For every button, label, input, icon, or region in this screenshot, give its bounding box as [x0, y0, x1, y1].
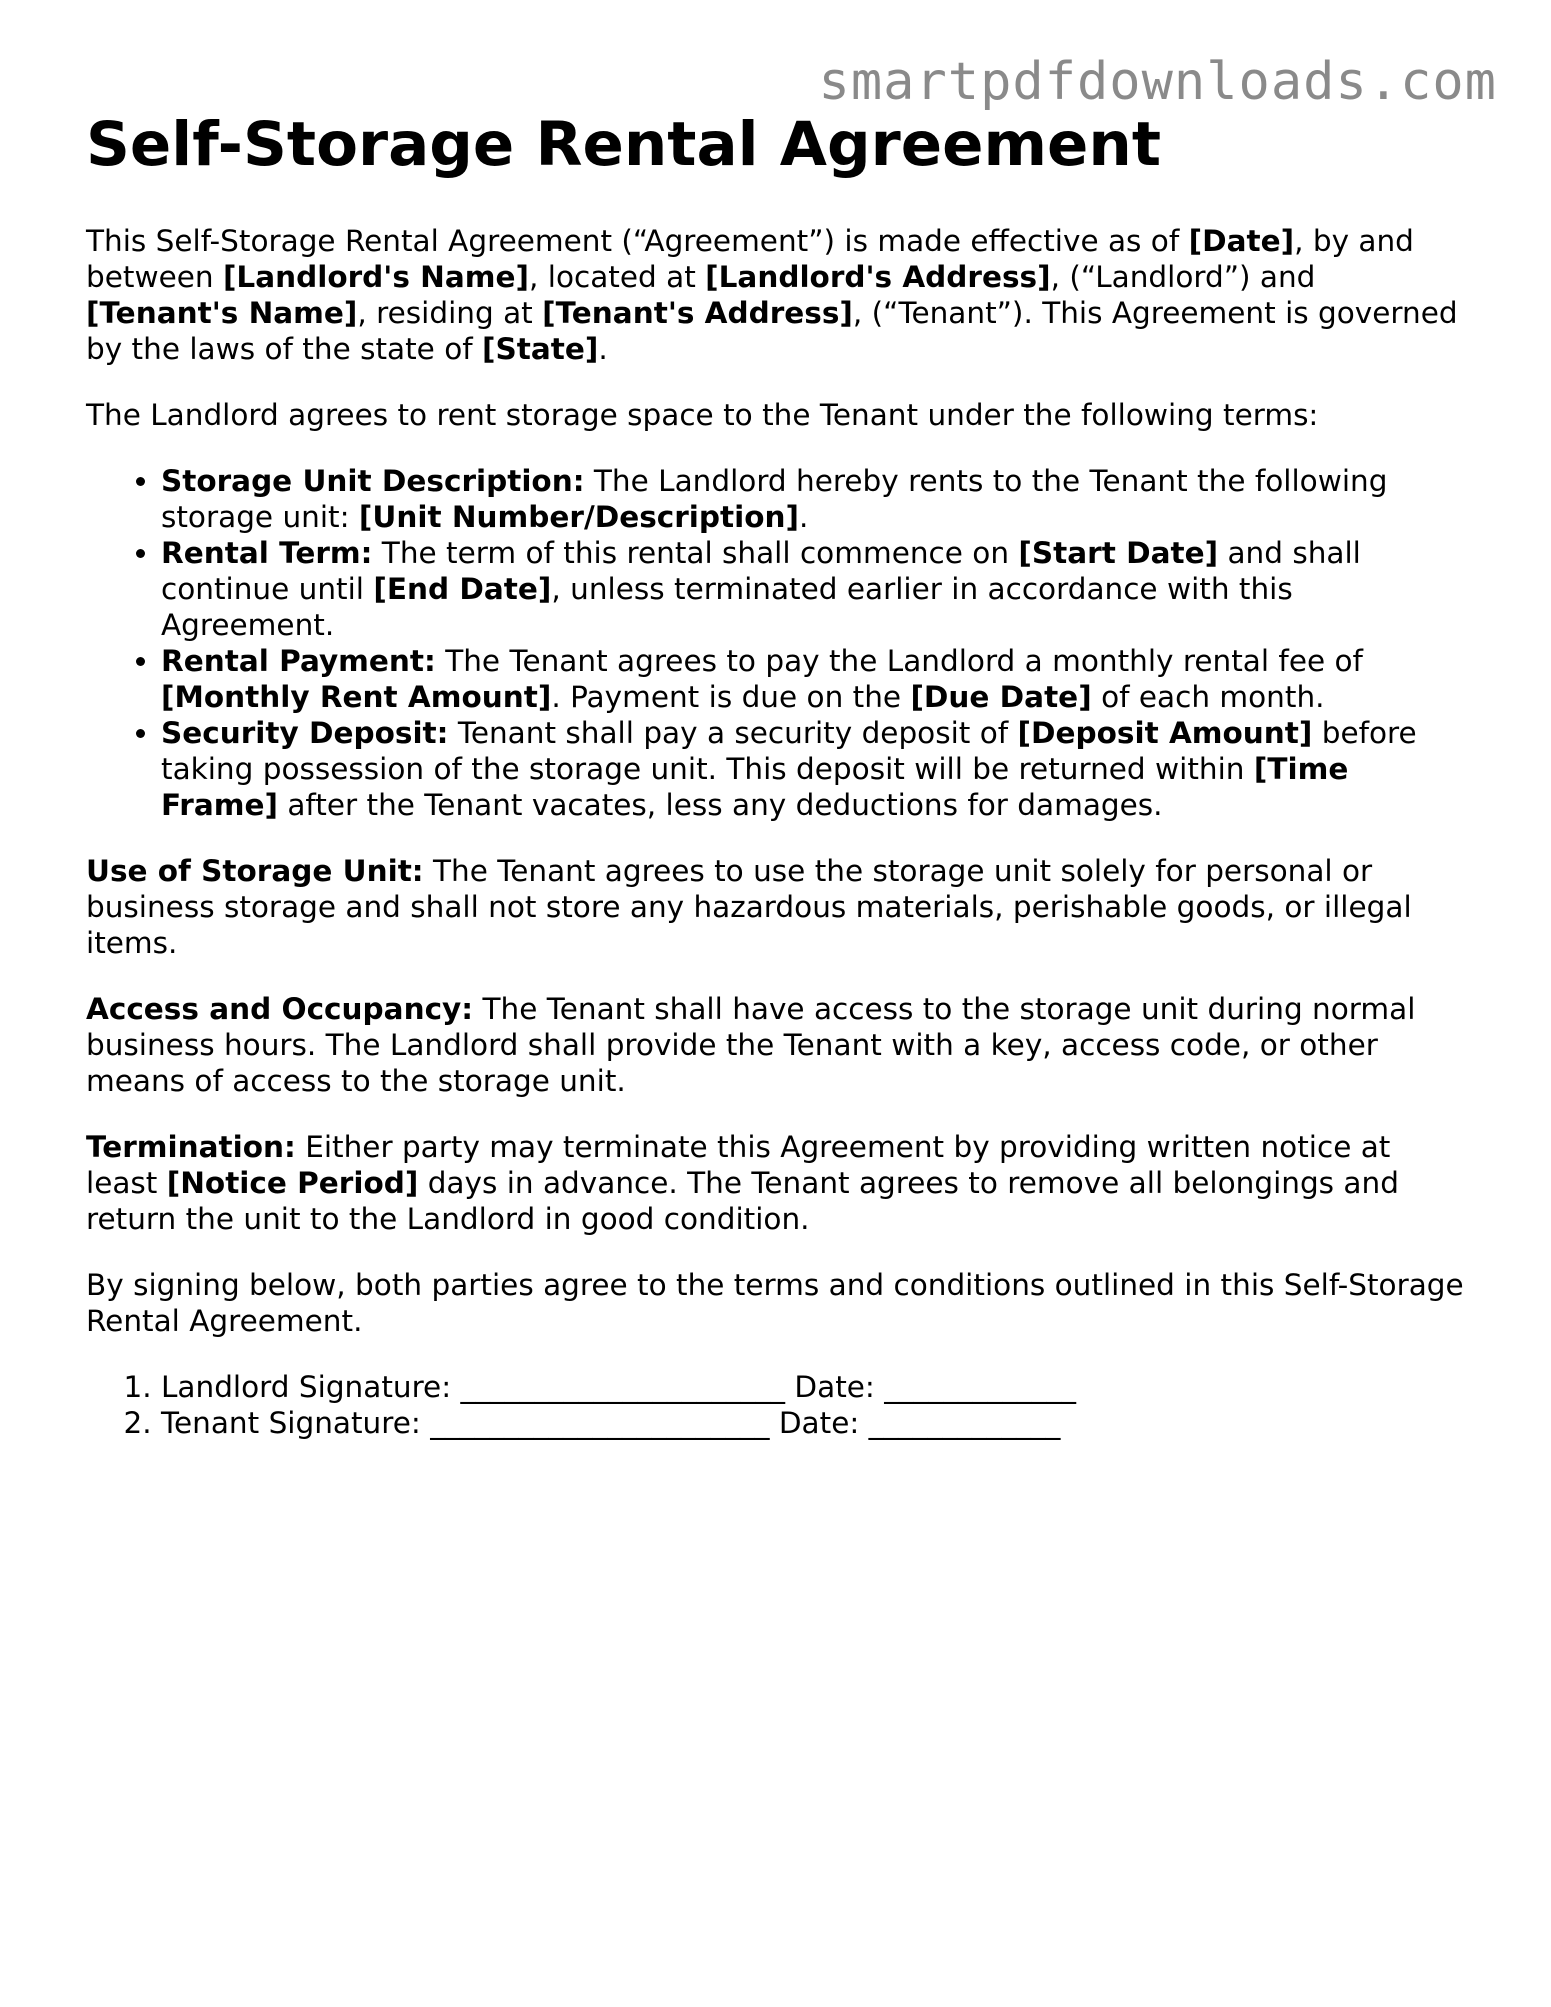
placeholder-landlord-address: [Landlord's Address]	[705, 260, 1051, 295]
placeholder-notice-period: [Notice Period]	[166, 1166, 419, 1201]
placeholder-tenant-address: [Tenant's Address]	[542, 296, 853, 331]
section-text: The Tenant agrees to use the storage unit solely for personal or business storage and shall not store any hazardous materials, perishable goods, or illegal items.	[86, 854, 1412, 961]
intro-paragraph	[86, 223, 1466, 367]
placeholder-unit: [Unit Number/Description]	[358, 500, 800, 535]
intro-text-6: , (“Tenant”). This Agreement is governed by the laws of the state of	[86, 296, 1458, 367]
term-text: before taking possession of the storage unit. This deposit will be returned within	[161, 716, 1417, 787]
document-title: Self-Storage Rental Agreement	[86, 109, 1161, 180]
closing-statement: By signing below, both parties agree to the terms and conditions outlined in this Self-Storage Rental Agreement.	[86, 1268, 1464, 1339]
signature-list	[86, 1369, 1466, 1441]
document-page	[86, 108, 1466, 1471]
placeholder-monthly-rent: [Monthly Rent Amount]	[161, 680, 552, 715]
placeholder-date: [Date]	[1188, 224, 1295, 259]
intro-text-3: , located at	[529, 260, 706, 295]
section-text: The Tenant shall have access to the storage unit during normal business hours. The Landlord shall provide the Tenant with a key, access code, or other means of access to the storage unit.	[86, 992, 1416, 1099]
term-label: Rental Term:	[161, 536, 373, 571]
intro-text-1: This Self-Storage Rental Agreement (“Agreement”) is made effective as of	[86, 224, 1189, 259]
terms-intro: The Landlord agrees to rent storage space to the Tenant under the following terms:	[86, 398, 1319, 433]
placeholder-landlord-name: [Landlord's Name]	[222, 260, 529, 295]
term-rental-term	[161, 535, 1466, 643]
term-text: .	[799, 500, 809, 535]
terms-list	[86, 463, 1466, 823]
intro-text-7: .	[598, 332, 608, 367]
term-text: and shall continue until	[161, 536, 1361, 607]
placeholder-start-date: [Start Date]	[1018, 536, 1219, 571]
section-text: days in advance. The Tenant agrees to remove all belongings and return the unit to the Landlord in good condition.	[86, 1166, 1399, 1237]
landlord-signature-line: 1. Landlord Signature: ______________________ Date: _____________	[161, 1369, 1466, 1405]
term-label: Storage Unit Description:	[161, 464, 585, 499]
placeholder-state: [State]	[482, 332, 599, 367]
term-text: Tenant shall pay a security deposit of	[448, 716, 1018, 751]
term-text: after the Tenant vacates, less any deductions for damages.	[277, 788, 1163, 823]
term-storage-unit	[161, 463, 1466, 535]
placeholder-deposit-amount: [Deposit Amount]	[1017, 716, 1313, 751]
section-label: Use of Storage Unit:	[86, 854, 424, 889]
term-label: Security Deposit:	[161, 716, 449, 751]
use-of-storage-section	[86, 853, 1466, 961]
intro-text-4: , (“Landlord”) and	[1050, 260, 1316, 295]
tenant-signature-line: 2. Tenant Signature: _______________________ Date: _____________	[161, 1405, 1466, 1441]
term-text: of each month.	[1091, 680, 1325, 715]
term-rental-payment	[161, 643, 1466, 715]
term-text: The term of this rental shall commence on	[372, 536, 1019, 571]
section-label: Access and Occupancy:	[86, 992, 474, 1027]
section-text: Either party may terminate this Agreement by providing written notice at least	[86, 1130, 1391, 1201]
watermark: smartpdfdownloads.com	[818, 52, 1497, 112]
placeholder-end-date: [End Date]	[373, 572, 552, 607]
intro-text-5: , residing at	[357, 296, 543, 331]
term-security-deposit	[161, 715, 1466, 823]
intro-text-2: , by and between	[86, 224, 1414, 295]
term-text: The Landlord hereby rents to the Tenant the following storage unit:	[161, 464, 1388, 535]
termination-section	[86, 1129, 1466, 1237]
access-section	[86, 991, 1466, 1099]
section-label: Termination:	[86, 1130, 296, 1165]
term-label: Rental Payment:	[161, 644, 436, 679]
term-text: , unless terminated earlier in accordance with this Agreement.	[161, 572, 1293, 643]
placeholder-due-date: [Due Date]	[910, 680, 1092, 715]
term-text: . Payment is due on the	[551, 680, 911, 715]
placeholder-tenant-name: [Tenant's Name]	[86, 296, 358, 331]
placeholder-time-frame: [Time Frame]	[161, 752, 1349, 823]
term-text: The Tenant agrees to pay the Landlord a monthly rental fee of	[435, 644, 1363, 679]
